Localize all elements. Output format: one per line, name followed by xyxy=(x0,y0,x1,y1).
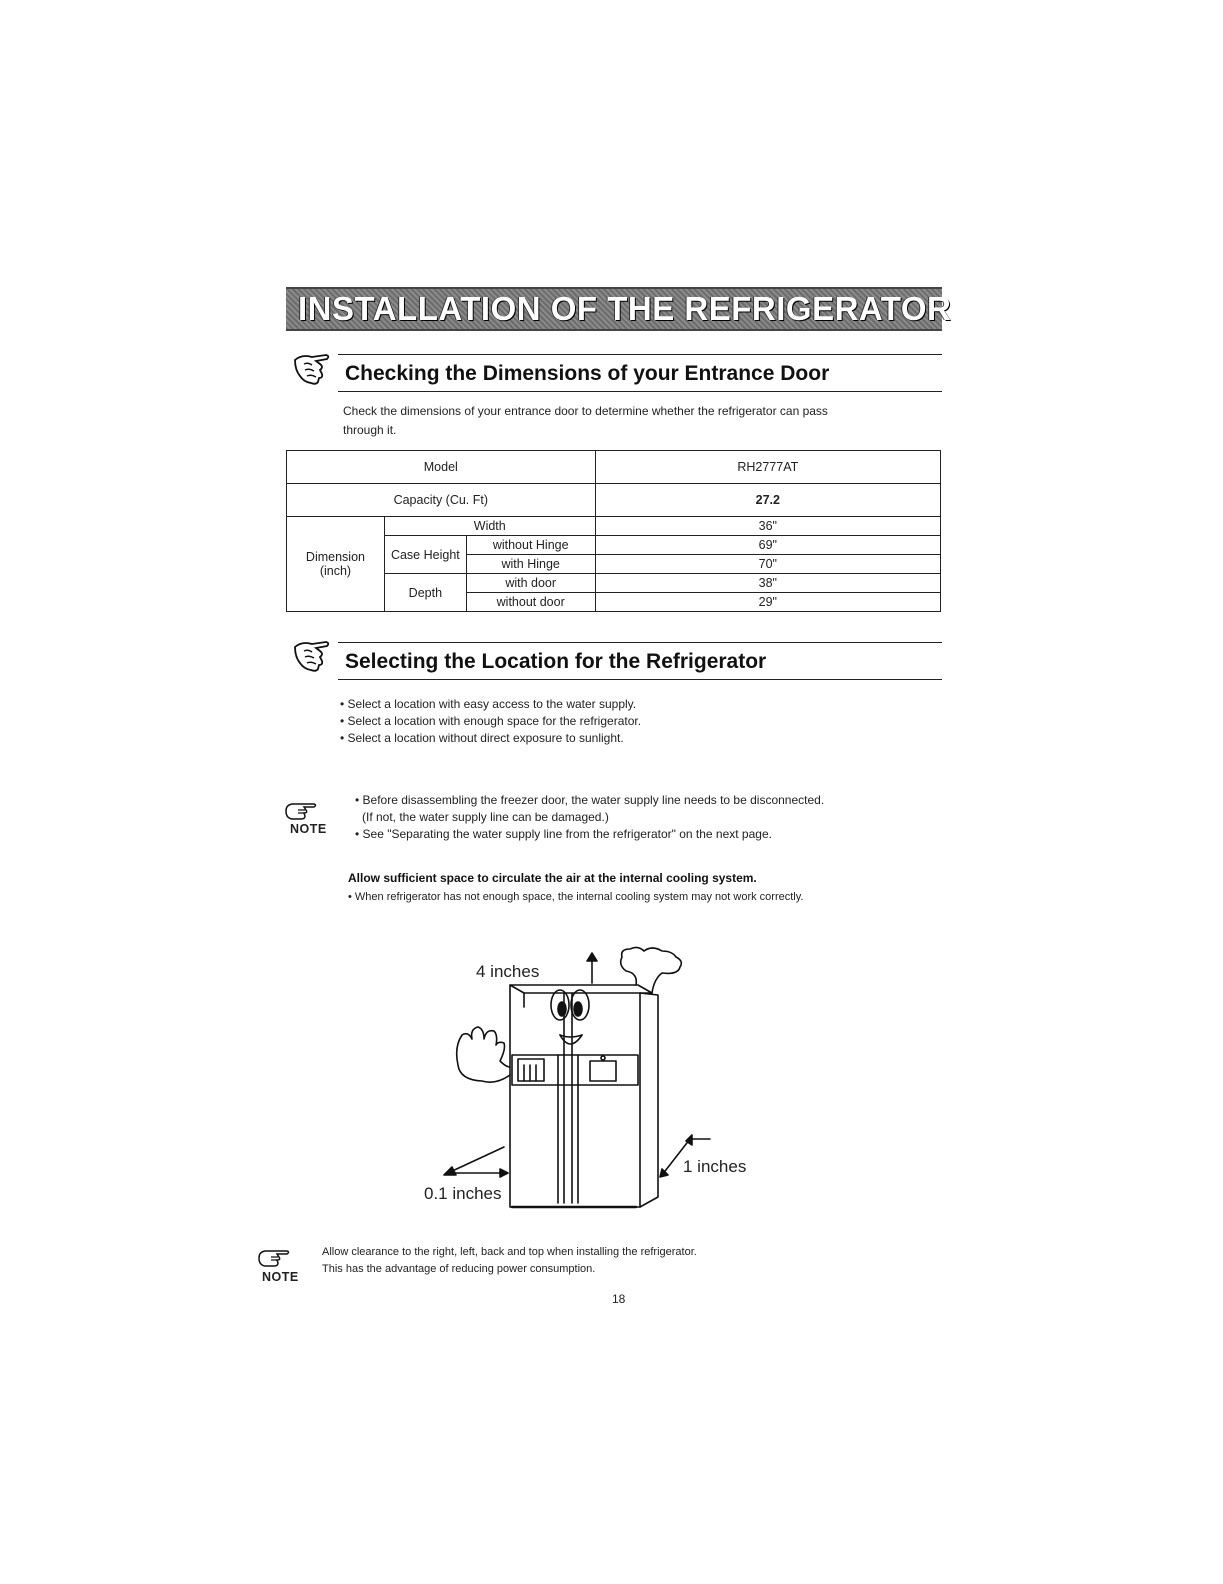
without-hinge-value: 69" xyxy=(595,536,940,555)
note-text-line2: (If not, the water supply line can be damaged.) xyxy=(362,810,609,824)
table-row-with-door xyxy=(287,574,941,593)
section-title-dimensions: Checking the Dimensions of your Entrance Door xyxy=(345,362,830,385)
side-clearance-label: 1 inches xyxy=(683,1157,747,1176)
top-clearance-label: 4 inches xyxy=(476,962,540,981)
bottom-clearance-label: 0.1 inches xyxy=(424,1184,502,1203)
location-bullet: • Select a location with easy access to the water supply. xyxy=(340,697,637,711)
note-text-line3: • See "Separating the water supply line from the refrigerator" on the next page. xyxy=(355,827,772,841)
without-hinge-label: without Hinge xyxy=(466,536,595,555)
intro-text-line1: Check the dimensions of your entrance door to determine whether the refrigerator can pass xyxy=(343,404,828,418)
location-bullet: • Select a location without direct exposure to sunlight. xyxy=(340,731,624,745)
table-row-capacity xyxy=(287,484,941,517)
capacity-value: 27.2 xyxy=(595,484,940,517)
section-title-location: Selecting the Location for the Refrigerator xyxy=(345,650,767,673)
depth-label: Depth xyxy=(384,574,466,612)
pointing-hand-icon xyxy=(292,637,332,677)
intro-text-line2: through it. xyxy=(343,423,397,437)
airflow-detail: • When refrigerator has not enough space, the internal cooling system may not work correctly. xyxy=(348,891,804,903)
note-label: NOTE xyxy=(262,1270,299,1284)
with-hinge-label: with Hinge xyxy=(466,555,595,574)
note-text-line1: Allow clearance to the right, left, back and top when installing the refrigerator. xyxy=(322,1246,697,1258)
without-door-value: 29" xyxy=(595,593,940,612)
dimensions-table xyxy=(286,450,941,612)
page-title: INSTALLATION OF THE REFRIGERATOR xyxy=(298,290,952,327)
note-hand-icon xyxy=(284,801,318,821)
refrigerator-clearance-illustration xyxy=(400,935,800,1225)
model-value: RH2777AT xyxy=(595,451,940,484)
section-rule-top xyxy=(338,354,942,355)
table-row-without-hinge xyxy=(287,536,941,555)
section-rule-top xyxy=(338,642,942,643)
section-rule-bottom xyxy=(338,679,942,680)
note-text-line1: • Before disassembling the freezer door, the water supply line needs to be disconnected. xyxy=(355,793,825,807)
page-number: 18 xyxy=(612,1292,626,1306)
with-door-label: with door xyxy=(466,574,595,593)
dimension-label-line1: Dimension xyxy=(305,550,365,564)
location-bullet: • Select a location with enough space for the refrigerator. xyxy=(340,714,642,728)
dimension-label xyxy=(287,517,385,612)
dimension-label-line2: (inch) xyxy=(319,564,352,578)
pointing-hand-icon xyxy=(292,350,332,390)
note-text-line2: This has the advantage of reducing power consumption. xyxy=(322,1263,596,1275)
section-rule-bottom xyxy=(338,391,942,392)
with-hinge-value: 70" xyxy=(595,555,940,574)
note-label: NOTE xyxy=(290,822,327,836)
note-hand-icon xyxy=(257,1248,291,1268)
width-label: Width xyxy=(384,517,595,536)
capacity-label: Capacity (Cu. Ft) xyxy=(287,484,596,517)
width-value: 36" xyxy=(595,517,940,536)
model-label: Model xyxy=(287,451,596,484)
table-row-width xyxy=(287,517,941,536)
case-height-label: Case Height xyxy=(384,536,466,574)
with-door-value: 38" xyxy=(595,574,940,593)
airflow-heading: Allow sufficient space to circulate the air at the internal cooling system. xyxy=(348,871,757,885)
without-door-label: without door xyxy=(466,593,595,612)
table-row-model xyxy=(287,451,941,484)
